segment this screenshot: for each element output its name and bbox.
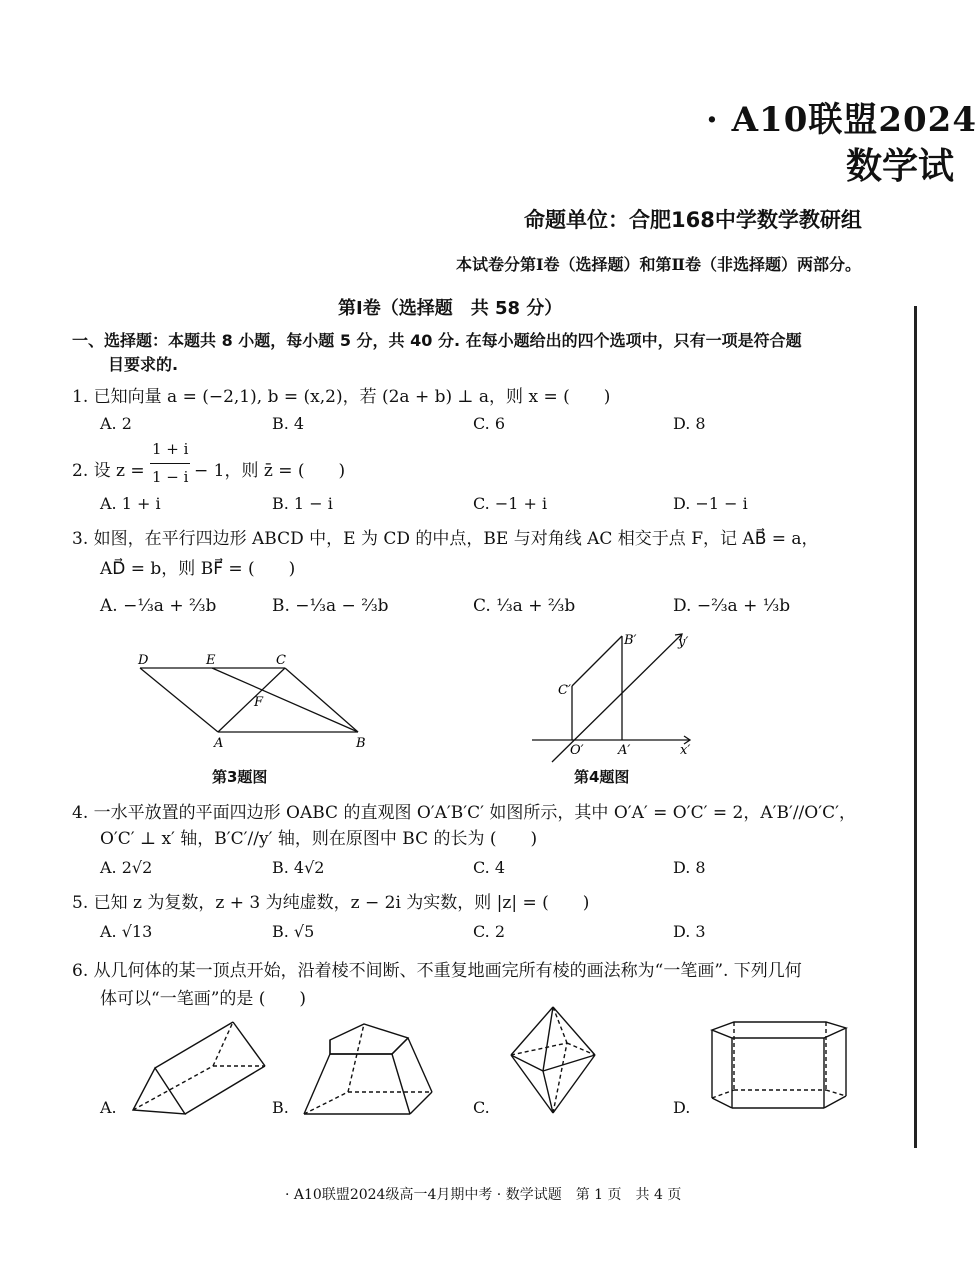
question-3-option-d: D. −⅔a + ⅓b <box>673 596 791 616</box>
question-5-option-b: B. √5 <box>272 922 315 941</box>
question-3-stem-cont: AD⃗ = b，则 BF⃗ = ( ) <box>100 559 296 579</box>
question-2-option-b: B. 1 − i <box>272 494 333 513</box>
question-4-option-b: B. 4√2 <box>272 858 325 877</box>
part-instructions: 一、选择题：本题共 8 小题，每小题 5 分，共 40 分. 在每小题给出的四个选项中，只有一项是符合题 <box>72 331 802 350</box>
question-3-option-c: C. ⅓a + ⅔b <box>473 596 576 616</box>
question-2-fraction-denominator: 1 − i <box>152 468 189 486</box>
figure-3-caption: 第3题图 <box>212 768 268 786</box>
fig3-label-e: E <box>206 653 216 668</box>
fig4-label-x-prime: x′ <box>680 743 691 758</box>
question-5-option-c: C. 2 <box>473 922 506 941</box>
question-4-option-d: D. 8 <box>673 858 706 877</box>
question-6-option-d: D. <box>673 1098 691 1117</box>
fig4-label-b-prime: B′ <box>624 633 637 648</box>
question-6-stem-cont: 体可以“一笔画”的是 ( ) <box>100 989 307 1009</box>
solid-a-triangular-prism <box>125 1018 270 1118</box>
fig4-label-c-prime: C′ <box>558 683 571 698</box>
page-footer: · A10联盟2024级高一4月期中考 · 数学试题 第 1 页 共 4 页 <box>285 1187 682 1203</box>
part-instructions-cont: 目要求的. <box>108 355 179 374</box>
solid-b-frustum <box>300 1018 440 1118</box>
fig4-label-o-prime: O′ <box>570 743 584 758</box>
fig4-label-y-prime: y′ <box>678 635 689 650</box>
question-6-option-c: C. <box>473 1098 490 1117</box>
question-1-option-c: C. 6 <box>473 414 506 433</box>
fig4-label-a-prime: A′ <box>618 743 631 758</box>
section-title: 第Ⅰ卷（选择题 共 58 分） <box>338 298 563 319</box>
fig3-label-f: F <box>254 695 264 710</box>
exam-note: 本试卷分第Ⅰ卷（选择题）和第Ⅱ卷（非选择题）两部分。 <box>456 255 861 274</box>
question-5-option-d: D. 3 <box>673 922 706 941</box>
authoring-unit: 命题单位：合肥168中学数学教研组 <box>524 208 862 232</box>
question-4-stem: 4. 一水平放置的平面四边形 OABC 的直观图 O′A′B′C′ 如图所示，其中 O′A′ = O′C′ = 2，A′B′//O′C′， <box>72 803 856 823</box>
question-3-option-b: B. −⅓a − ⅔b <box>272 596 389 616</box>
fig3-label-d: D <box>138 653 149 668</box>
question-5-option-a: A. √13 <box>100 922 153 941</box>
figure-4-intuitive-diagram <box>530 630 705 765</box>
question-4-option-a: A. 2√2 <box>100 858 153 877</box>
question-2-fraction-numerator: 1 + i <box>152 440 189 458</box>
right-margin-rule <box>914 306 917 1148</box>
question-1-option-d: D. 8 <box>673 414 706 433</box>
question-1-stem: 1. 已知向量 a = (−2,1), b = (x,2)，若 (2a + b) ⊥ a，则 x = ( ) <box>72 387 611 407</box>
question-6-stem: 6. 从几何体的某一顶点开始，沿着棱不间断、不重复地画完所有棱的画法称为“一笔画”. 下列几何 <box>72 961 802 981</box>
question-2-option-c: C. −1 + i <box>473 494 548 513</box>
fig3-label-a: A <box>214 736 224 751</box>
question-1-option-a: A. 2 <box>100 414 132 433</box>
question-5-stem: 5. 已知 z 为复数，z + 3 为纯虚数，z − 2i 为实数，则 |z| = ( ) <box>72 893 590 913</box>
exam-subject-title: 数学试 <box>846 145 955 187</box>
question-2-fraction-bar <box>150 463 190 464</box>
question-6-option-a: A. <box>100 1098 117 1117</box>
question-4-stem-cont: O′C′ ⊥ x′ 轴，B′C′//y′ 轴，则在原图中 BC 的长为 ( ) <box>100 829 538 849</box>
figure-4-caption: 第4题图 <box>574 768 630 786</box>
solid-d-hexagonal-prism <box>706 1018 851 1114</box>
question-6-option-b: B. <box>272 1098 289 1117</box>
question-3-option-a: A. −⅓a + ⅔b <box>100 596 217 616</box>
question-3-stem: 3. 如图，在平行四边形 ABCD 中，E 为 CD 的中点，BE 与对角线 AC 相交于点 F，记 AB⃗ = a， <box>72 529 819 549</box>
question-2-stem-start: 2. 设 z = <box>72 461 145 481</box>
question-1-option-b: B. 4 <box>272 414 305 433</box>
fig3-label-b: B <box>356 736 366 751</box>
question-2-option-d: D. −1 − i <box>673 494 748 513</box>
question-2-option-a: A. 1 + i <box>100 494 161 513</box>
fig3-label-c: C <box>276 653 286 668</box>
solid-c-octahedron <box>505 1005 605 1117</box>
figure-3-parallelogram <box>130 650 380 755</box>
question-2-stem-end: − 1，则 z̄ = ( ) <box>194 461 346 481</box>
question-4-option-c: C. 4 <box>473 858 506 877</box>
exam-title: · A10联盟2024 <box>706 100 977 140</box>
